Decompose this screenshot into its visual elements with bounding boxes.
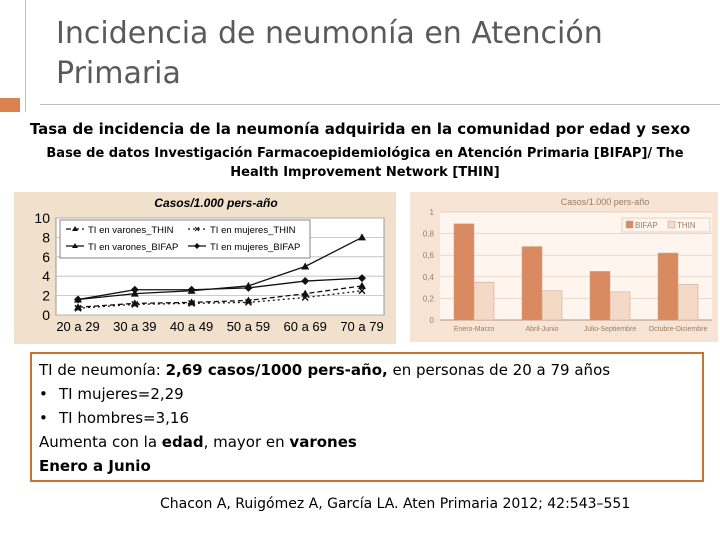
bar	[542, 291, 562, 320]
summary-rate-suffix: en personas de 20 a 79 años	[387, 361, 611, 379]
bar	[590, 271, 610, 320]
y-tick-label: 8	[42, 229, 50, 246]
chart-legend	[60, 220, 310, 258]
legend-label: BIFAP	[635, 221, 658, 230]
y-tick-label: 0,4	[422, 272, 434, 282]
slide-subtitle: Tasa de incidencia de la neumonía adquirida en la comunidad por edad y sexo	[29, 120, 691, 138]
slide-title-line-2: Primaria	[56, 56, 181, 91]
citation: Chacon A, Ruigómez A, García LA. Aten Primaria 2012; 42:543–551	[160, 496, 631, 512]
chart-title: Casos/1.000 pers-año	[154, 196, 278, 210]
x-tick-label: Julio-Septiembre	[583, 326, 637, 333]
y-tick-label: 0	[42, 307, 50, 323]
legend-swatch	[668, 221, 675, 228]
y-tick-label: 2	[42, 287, 50, 304]
summary-trend-age: edad	[161, 433, 204, 451]
slide-title-line-1: Incidencia de neumonía en Atención	[56, 16, 603, 51]
y-tick-label: 10	[34, 210, 50, 226]
x-tick-label: 40 a 49	[169, 319, 214, 334]
bar	[474, 282, 494, 320]
summary-line-women	[39, 382, 695, 406]
bullet-icon: •	[39, 385, 48, 403]
bar-chart-season	[410, 192, 718, 342]
legend-label: TI en mujeres_THIN	[210, 225, 296, 236]
decorative-vertical-line	[25, 0, 26, 112]
x-tick-label: 60 a 69	[283, 319, 327, 334]
bar	[678, 284, 698, 320]
bar	[658, 253, 678, 320]
x-tick-label: 50 a 59	[226, 319, 271, 334]
bar	[610, 292, 630, 320]
y-tick-label: 0	[429, 316, 434, 325]
data-source	[30, 144, 700, 182]
x-tick-label: Octubre-Diciembre	[648, 326, 708, 333]
summary-line-rate	[39, 358, 695, 382]
decorative-horizontal-line	[40, 104, 720, 105]
legend-label: TI en mujeres_BIFAP	[210, 242, 301, 253]
summary-line-men	[39, 406, 695, 430]
y-tick-label: 4	[42, 268, 50, 285]
y-tick-label: 0,6	[422, 251, 434, 261]
line-chart-svg	[14, 192, 396, 344]
bar	[522, 247, 542, 320]
legend-label: TI en varones_BIFAP	[88, 242, 179, 253]
summary-trend-a: Aumenta con la	[39, 433, 162, 451]
summary-line-trend	[39, 430, 695, 454]
summary-season: Enero a Junio	[39, 457, 151, 475]
chart-legend	[622, 218, 710, 232]
x-tick-label: 20 a 29	[56, 319, 100, 334]
legend-swatch	[626, 221, 633, 228]
x-tick-label: Abril-Junio	[525, 326, 559, 333]
y-tick-label: 1	[429, 208, 434, 217]
data-source-line-1: Base de datos Investigación Farmacoepidemiológica en Atención Primaria [BIFAP]/ The	[46, 146, 684, 161]
summary-rate-value: 2,69 casos/1000 pers-año,	[165, 361, 388, 379]
summary-trend-men: varones	[289, 433, 357, 451]
summary-rate-prefix: TI de neumonía:	[39, 361, 166, 379]
legend-label: THIN	[677, 221, 696, 230]
x-tick-label: 70 a 79	[340, 319, 384, 334]
y-tick-label: 0,2	[422, 294, 434, 304]
data-source-line-2: Health Improvement Network [THIN]	[230, 165, 500, 180]
y-tick-label: 0,8	[422, 229, 434, 239]
y-tick-label: 6	[42, 248, 50, 265]
accent-square	[0, 98, 20, 112]
bar	[454, 224, 474, 320]
summary-women-rate: TI mujeres=2,29	[59, 385, 184, 403]
legend-label: TI en varones_THIN	[88, 225, 174, 236]
summary-line-season	[39, 454, 695, 478]
bar-chart-svg	[410, 192, 718, 342]
slide-title	[56, 14, 676, 94]
x-tick-label: 30 a 39	[113, 319, 157, 334]
chart-title: Casos/1.000 pers-año	[560, 197, 650, 207]
x-tick-label: Enero-Marzo	[453, 326, 495, 333]
line-chart-age-sex	[14, 192, 396, 344]
bullet-icon: •	[39, 409, 48, 427]
summary-men-rate: TI hombres=3,16	[59, 409, 190, 427]
summary-box	[30, 352, 704, 482]
summary-trend-c: , mayor en	[203, 433, 290, 451]
